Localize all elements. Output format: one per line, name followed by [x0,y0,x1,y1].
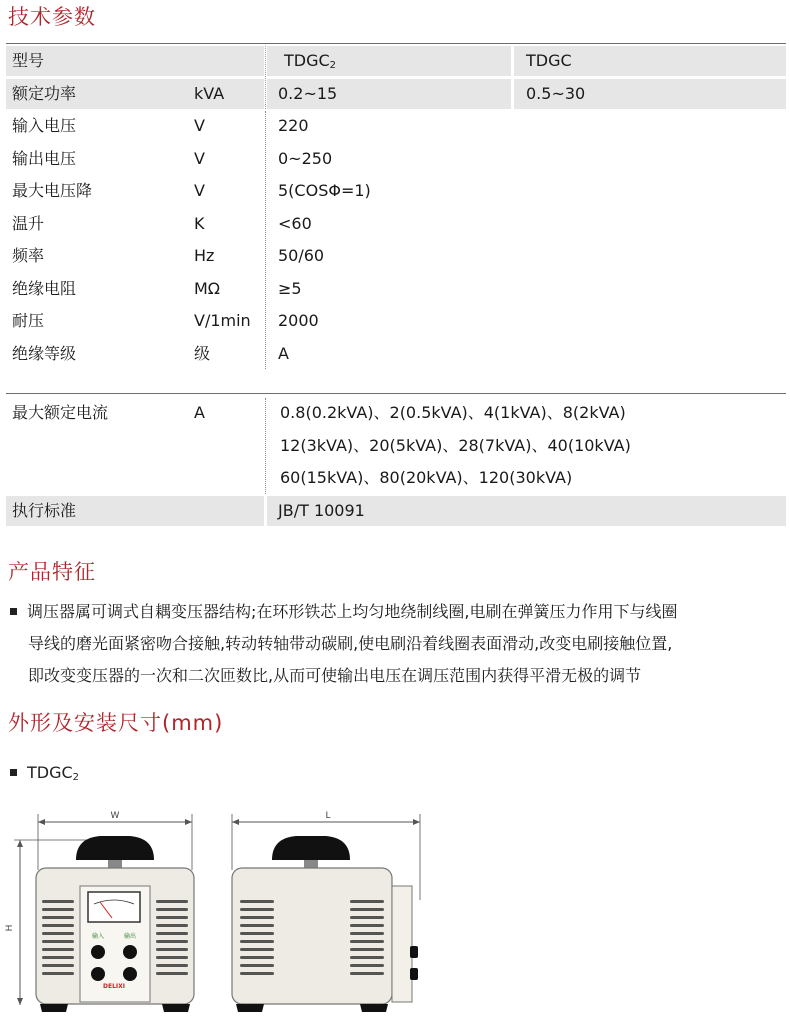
current-table-top-rule [6,393,786,394]
bullet-icon [10,769,17,776]
current-unit: A [194,403,205,422]
side-view [232,811,420,1012]
column-gap [264,496,267,526]
spec-name: 绝缘电阻 [12,279,77,298]
column-divider [265,398,266,494]
current-values-line-2: 12(3kVA)、20(5kVA)、28(7kVA)、40(10kVA) [280,436,631,455]
spec-name: 耐压 [12,311,45,330]
spec-unit: Hz [194,246,215,265]
spec-name: 温升 [12,214,45,233]
dims-model-label: $TDGC_2$ [10,760,79,786]
spec-name: 额定功率 [12,84,77,103]
spec-name: 输入电压 [12,116,77,135]
features-paragraph [10,596,785,692]
dims-section-title: 外形及安装尺寸(mm) [8,711,224,735]
spec-row-input-voltage [6,111,786,141]
spec-value-tdgc2: 0.2~15 [278,84,338,103]
spec-name: 最大电压降 [12,181,93,200]
table-top-rule [6,43,786,44]
standard-name: 执行标准 [12,501,77,520]
spec-unit: K [194,214,205,233]
spec-value-tdgc2: ≥5 [278,279,302,298]
standard-value: JB/T 10091 [278,501,365,520]
spec-unit: V [194,149,205,168]
header-model-tdgc2: $TDGC_2$ [284,51,337,71]
panel-output-label: 输出 [123,933,137,940]
spec-value-tdgc2: 220 [278,116,309,135]
spec-value-tdgc2: 5(COSΦ=1) [278,181,371,200]
header-model-tdgc: TDGC [526,51,572,70]
spec-value-tdgc2: 2000 [278,311,319,330]
spec-value-tdgc2: A [278,344,289,363]
dim-l-label: L [325,811,331,821]
spec-name: 频率 [12,246,45,265]
spec-value-tdgc2: <60 [278,214,312,233]
spec-row-temp-rise [6,209,786,239]
spec-row-insulation-resistance [6,274,786,304]
column-divider [265,111,266,369]
spec-name: 输出电压 [12,149,77,168]
spec-unit: V/1min [194,311,251,330]
dim-w-label: W [110,811,120,821]
panel-input-label: 输入 [91,933,105,940]
spec-row-frequency [6,241,786,271]
standard-row [6,496,786,526]
dimension-drawing [0,800,790,1032]
dim-h-label: H [5,924,15,932]
current-name: 最大额定电流 [12,403,109,422]
spec-unit: MΩ [194,279,221,298]
feature-line-3: 即改变变压器的一次和二次匝数比,从而可使输出电压在调压范围内获得平滑无极的调节 [28,666,642,685]
features-section-title: 产品特征 [8,560,96,584]
spec-row-max-voltage-drop [6,176,786,206]
brand-label: DELIXI [103,983,125,990]
feature-line-1: 调压器属可调式自耦变压器结构;在环形铁芯上均匀地绕制线圈,电刷在弹簧压力作用下与线圈 [27,602,678,621]
spec-header-row [6,46,786,76]
spec-unit: kVA [194,84,225,103]
spec-value-tdgc: 0.5~30 [526,84,586,103]
specs-section-title: 技术参数 [8,5,96,29]
spec-name: 绝缘等级 [12,344,77,363]
spec-row-rated-power [6,79,786,109]
feature-line-2: 导线的磨光面紧密吻合接触,转动转轴带动碳刷,使电刷沿着线圈表面滑动,改变电刷接触位置, [28,634,673,653]
spec-value-tdgc2: 50/60 [278,246,325,265]
column-gap [511,46,514,109]
front-view [5,811,194,1012]
spec-unit: 级 [194,344,211,363]
bullet-icon [10,608,17,615]
spec-row-insulation-class [6,339,786,369]
header-model-label: 型号 [12,51,45,70]
spec-unit: V [194,181,205,200]
current-values-line-1: 0.8(0.2kVA)、2(0.5kVA)、4(1kVA)、8(2kVA) [280,403,626,422]
spec-value-tdgc2: 0~250 [278,149,333,168]
spec-unit: V [194,116,205,135]
column-divider [265,46,266,109]
current-values-line-3: 60(15kVA)、80(20kVA)、120(30kVA) [280,468,573,487]
spec-row-output-voltage [6,144,786,174]
spec-row-withstand-voltage [6,306,786,336]
